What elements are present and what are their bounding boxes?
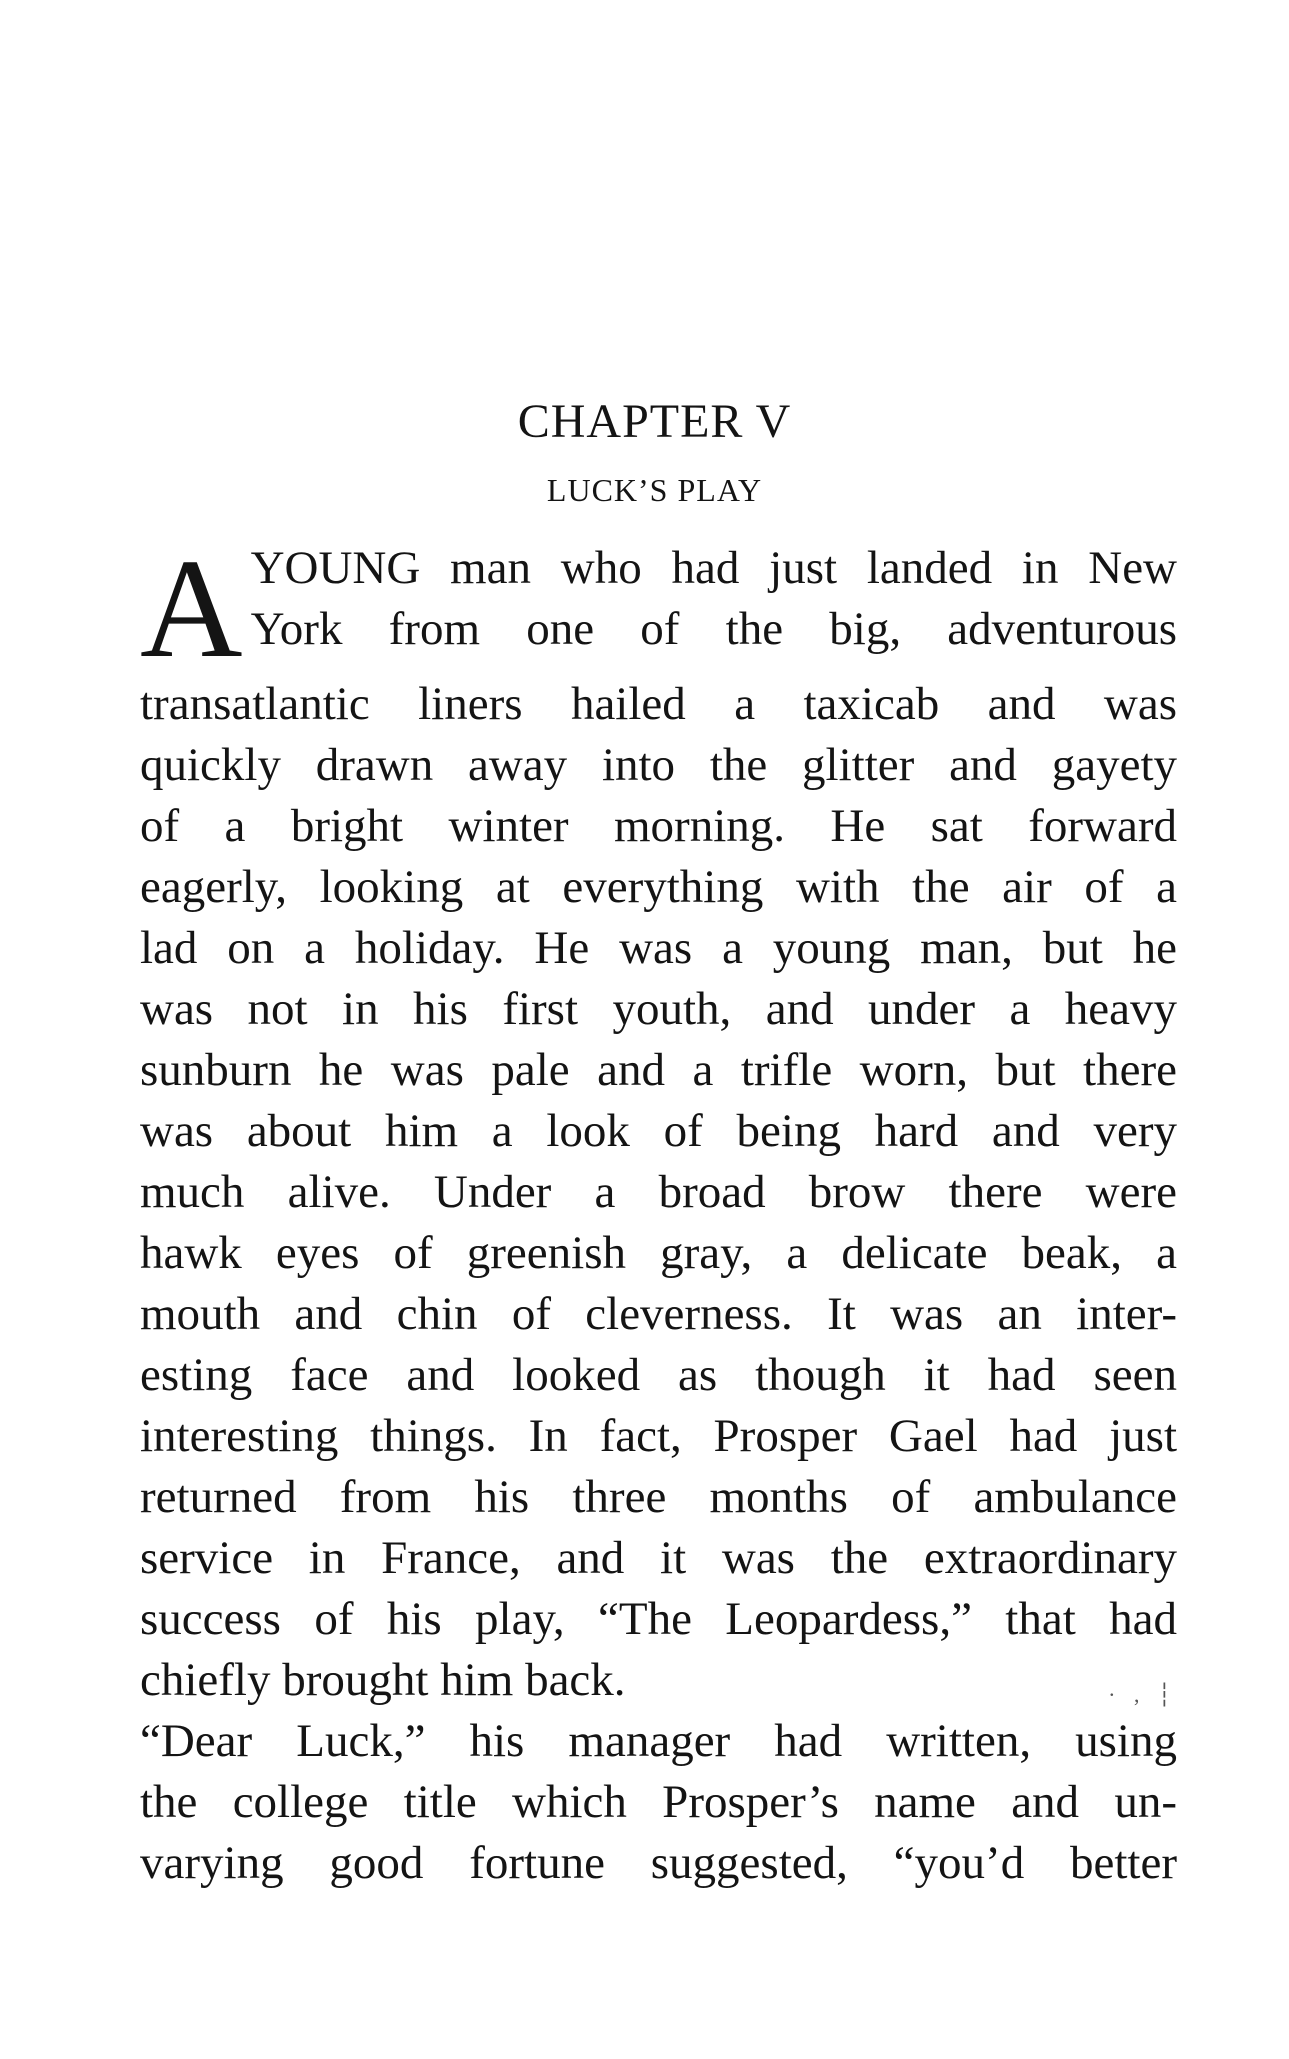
text-line: lad on a holiday. He was a young man, but he [140,922,1177,974]
text-line: varying good fortune suggested, “you’d better [140,1837,1177,1889]
text-line: sunburn he was pale and a trifle worn, but there [140,1044,1177,1096]
drop-cap: A [140,538,243,674]
text-line: was about him a look of being hard and very [140,1105,1177,1157]
text-line: mouth and chin of cleverness. It was an inter- [140,1288,1177,1340]
chapter-body [140,538,1177,1894]
text-line: YOUNG man who had just landed in New [250,542,1177,594]
text-line: quickly drawn away into the glitter and gayety [140,739,1177,791]
text-line: York from one of the big, adventurous [250,603,1177,655]
text-line: eagerly, looking at everything with the air of a [140,861,1177,913]
text-line: esting face and looked as though it had seen [140,1349,1177,1401]
text-line: transatlantic liners hailed a taxicab and was [140,678,1177,730]
text-line: much alive. Under a broad brow there were [140,1166,1177,1218]
print-speck-mark: · ‚ ┆ [1108,1682,1177,1707]
chapter-heading [0,392,1289,452]
text-line: “Dear Luck,” his manager had written, using [140,1715,1177,1767]
paragraph-last-line-text: chiefly brought him back. [140,1654,626,1706]
text-line: was not in his first youth, and under a heavy [140,983,1177,1035]
text-line: service in France, and it was the extraordinary [140,1532,1177,1584]
text-line: success of his play, “The Leopardess,” that had [140,1593,1177,1645]
opening-paragraph-start [140,538,1177,674]
text-line: the college title which Prosper’s name and un- [140,1776,1177,1828]
chapter-subtitle [0,468,1289,512]
text-line: returned from his three months of ambulance [140,1471,1177,1523]
chapter-heading-text: CHAPTER V [517,395,792,448]
text-line: of a bright winter morning. He sat forward [140,800,1177,852]
chapter-subtitle-text: LUCK’S PLAY [546,472,763,508]
paragraph-last-line [140,1650,1177,1711]
text-line: hawk eyes of greenish gray, a delicate beak, a [140,1227,1177,1279]
text-line: interesting things. In fact, Prosper Gael had just [140,1410,1177,1462]
